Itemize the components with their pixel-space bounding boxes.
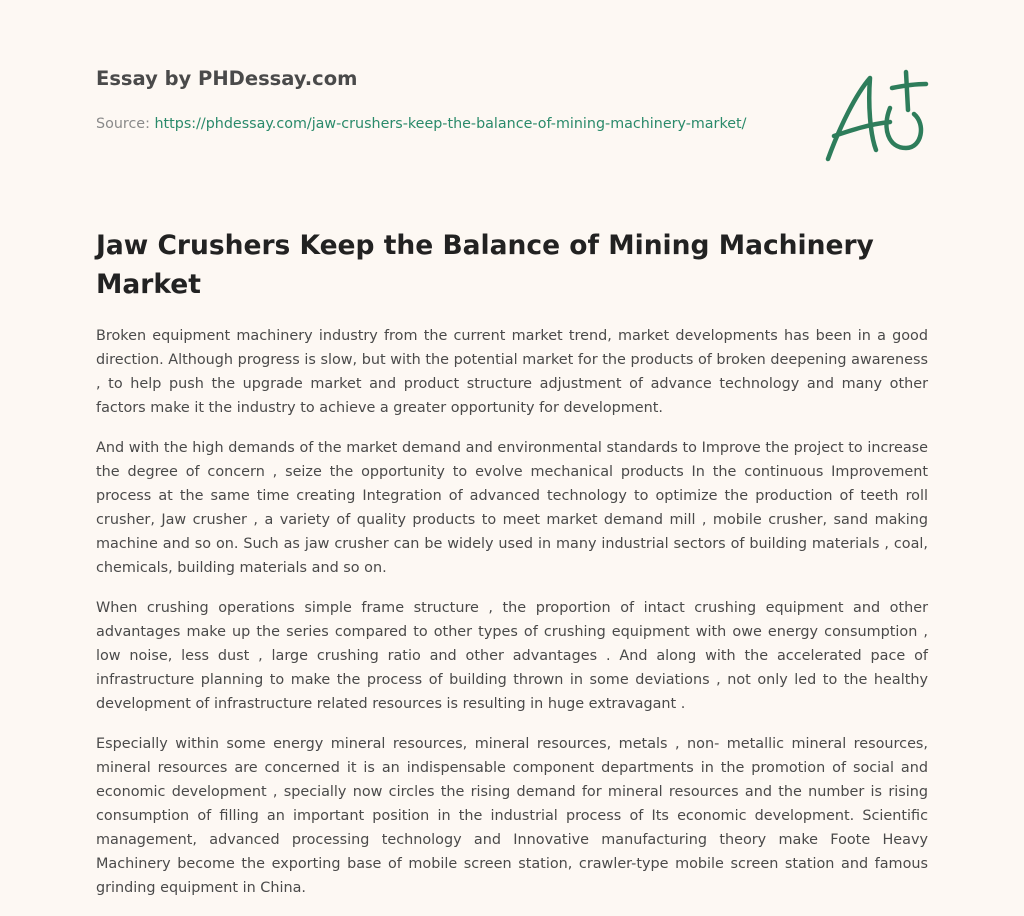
a-plus-grade-icon — [818, 64, 930, 164]
source-link[interactable]: https://phdessay.com/jaw-crushers-keep-the-balance-of-mining-machinery-market/ — [154, 116, 747, 132]
page-header — [96, 66, 756, 136]
paragraph: When crushing operations simple frame structure , the proportion of intact crushing equipment and other advantages make up the series compared to other types of crushing equipment with owe energy consumption , low noise, less dust , large crushing ratio and other advantages . And along with the accelerated pace of infrastructure planning to make the process of building thrown in some deviations , not only led to the healthy development of infrastructure related resources is resulting in huge extravagant . — [96, 600, 928, 712]
source-line — [96, 112, 756, 136]
source-label: Source: — [96, 116, 155, 132]
paragraph: And with the high demands of the market demand and environmental standards to Improve the project to increase the degree of concern , seize the opportunity to evolve mechanical products In the continuous Improvement process at the same time creating Integration of advanced technology to optimize the production of teeth roll crusher, Jaw crusher , a variety of quality products to meet market demand mill , mobile crusher, sand making machine and so on. Such as jaw crusher can be widely used in many industrial sectors of building materials , coal, chemicals, building materials and so on. — [96, 440, 928, 576]
article-title: Jaw Crushers Keep the Balance of Mining Machinery Market — [96, 230, 874, 300]
site-brand: Essay by PHDessay.com — [96, 67, 358, 90]
article-body — [96, 324, 928, 916]
paragraph: Especially within some energy mineral resources, mineral resources, metals , non- metallic mineral resources, mineral resources are concerned it is an indispensable component departments in the promotion of social and economic development , specially now circles the rising demand for mineral resources and the number is rising consumption of filling an important position in the industrial process of Its economic development. Scientific management, advanced processing technology and Innovative manufacturing theory make Foote Heavy Machinery become the exporting base of mobile screen station, crawler-type mobile screen station and famous grinding equipment in China. — [96, 736, 928, 896]
paragraph: Broken equipment machinery industry from the current market trend, market developments has been in a good direction. Although progress is slow, but with the potential market for the products of broken deepening awareness , to help push the upgrade market and product structure adjustment of advance technology and many other factors make it the industry to achieve a greater opportunity for development. — [96, 328, 928, 416]
